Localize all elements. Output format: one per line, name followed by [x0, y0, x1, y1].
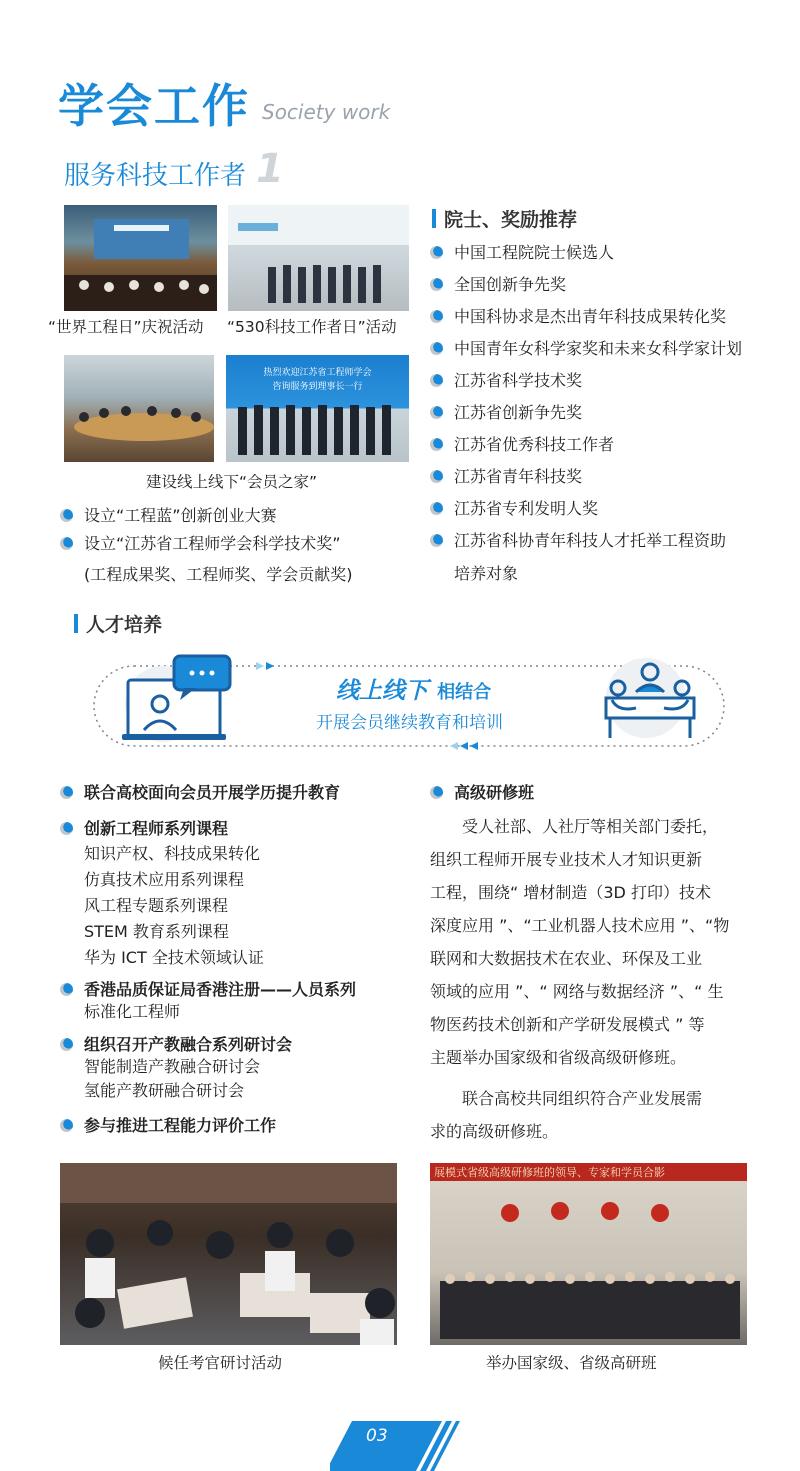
photo-banner-text-2: 咨询服务到理事长一行 [272, 382, 363, 392]
paragraph-line: 联网和大数据技术在农业、环保及工业 [430, 949, 703, 968]
paragraph-line: 主题举办国家级和省级高级研修班。 [430, 1048, 687, 1067]
list-item [60, 977, 420, 1024]
caption-seminar-group: 举办国家级、省级高研班 [486, 1354, 657, 1372]
bullet-dot-icon [430, 502, 443, 515]
list-item [430, 272, 742, 304]
training-banner [90, 660, 730, 752]
list-item [430, 368, 742, 400]
paragraph-line: 工程，围绕“ 增材制造（3D 打印）技术 [430, 883, 711, 902]
paragraph-line: 联合高校共同组织符合产业发展需 [430, 1089, 703, 1108]
list-item-text: 全国创新争先奖 [454, 275, 567, 294]
bullet-dot-icon [430, 374, 443, 387]
bullet-dot-icon [430, 342, 443, 355]
list-item [430, 464, 742, 496]
advanced-seminar-block [430, 780, 760, 1148]
list-item-title: 创新工程师系列课程 [84, 819, 229, 838]
list-item-title: 高级研修班 [454, 783, 535, 802]
bullet-dot-icon [60, 983, 73, 996]
list-item-text: 中国工程院院士候选人 [454, 243, 615, 262]
list-item-subtext: (工程成果奖、工程师奖、学会贡献奖) [84, 565, 353, 584]
photo-examiner-seminar [60, 1163, 397, 1345]
photo-scene [60, 1163, 397, 1345]
page-number: 03 [366, 1426, 388, 1446]
list-item-text: 江苏省专利发明人奖 [454, 499, 599, 518]
list-item-text: 设立“工程蓝”创新创业大赛 [84, 506, 277, 525]
photo-member-meeting [64, 355, 214, 462]
photo-scene [430, 1163, 747, 1345]
bullet-dot-icon [430, 406, 443, 419]
talent-left-list [60, 780, 420, 1136]
list-item-subtext: 智能制造产教融合研讨会 [84, 1057, 261, 1076]
bullet-dot-icon [430, 470, 443, 483]
online-class-icon [118, 652, 248, 742]
bullet-dot-icon [430, 310, 443, 323]
list-item [60, 1113, 420, 1136]
section-title-service: 服务科技工作者 [64, 161, 247, 191]
list-item-subtext: STEM 教育系列课程 [84, 922, 229, 941]
paragraph-line: 物医药技术创新和产学研发展模式 ” 等 [430, 1015, 705, 1034]
photo-530-day [228, 205, 409, 311]
bullet-dot-icon [430, 438, 443, 451]
banner-main-text: 线上线下 [336, 678, 428, 704]
page-title: 学会工作 [58, 79, 250, 133]
bullet-dot-icon [430, 246, 443, 259]
photo-scene [226, 355, 409, 462]
bullet-dot-icon [60, 822, 73, 835]
section-number: 1 [256, 146, 284, 192]
bullet-dot-icon [430, 534, 443, 547]
bullet-dot-icon [430, 786, 443, 799]
list-item [430, 528, 742, 584]
photo-banner-text: 热烈欢迎江苏省工程师学会 [263, 368, 372, 378]
talent-heading: 人才培养 [86, 610, 162, 637]
photo-member-home-group [226, 355, 409, 462]
list-item-subtext: 知识产权、科技成果转化 [84, 844, 261, 863]
bullet-dot-icon [60, 1038, 73, 1051]
list-item-subs [84, 1055, 420, 1103]
list-item [430, 432, 742, 464]
caption-530-day: “530科技工作者日”活动 [227, 318, 397, 336]
photo-scene [64, 205, 217, 311]
list-item-subtext: 风工程专题系列课程 [84, 896, 229, 915]
list-item [430, 780, 760, 810]
list-item [430, 400, 742, 432]
list-item [60, 531, 353, 585]
list-item [430, 240, 742, 272]
paragraph-line: 受人社部、人社厅等相关部门委托， [430, 817, 719, 836]
photo-seminar-group [430, 1163, 747, 1345]
banner-subtext: 开展会员继续教育和培训 [316, 713, 503, 733]
list-item-subtext: 氢能产教研融合研讨会 [84, 1081, 245, 1100]
innovation-list [60, 503, 353, 585]
list-item-subtext: 华为 ICT 全技术领域认证 [84, 948, 264, 967]
photo-world-engineering-day [64, 205, 217, 311]
paragraph-line: 组织工程师开展专业技术人才知识更新 [430, 850, 703, 869]
list-item-subtext: 标准化工程师 [84, 1002, 181, 1021]
list-item-text: 江苏省科学技术奖 [454, 371, 583, 390]
caption-member-home: 建设线上线下“会员之家” [146, 473, 318, 491]
list-item-title: 组织召开产教融合系列研讨会 [84, 1035, 293, 1054]
page-title-english: Society work [262, 100, 391, 124]
banner-headline [336, 672, 491, 705]
list-item-title: 香港品质保证局香港注册——人员系列 [84, 980, 357, 999]
caption-world-engineering-day: “世界工程日”庆祝活动 [48, 318, 204, 336]
list-item [430, 336, 742, 368]
bullet-dot-icon [60, 509, 73, 522]
list-item-subtext: 培养对象 [454, 564, 519, 583]
meeting-icon [596, 652, 706, 742]
list-item [430, 496, 742, 528]
photo-scene [64, 355, 214, 462]
list-item [430, 304, 742, 336]
list-item-text: 中国青年女科学家奖和未来女科学家计划 [454, 339, 743, 358]
list-item [60, 780, 420, 816]
paragraph-line: 求的高级研修班。 [430, 1122, 559, 1141]
photo-scene [228, 205, 409, 311]
list-item-text: 设立“江苏省工程师学会科学技术奖” [84, 534, 341, 553]
bullet-dot-icon [60, 1119, 73, 1132]
list-item-subtext: 仿真技术应用系列课程 [84, 870, 245, 889]
list-item [60, 816, 420, 971]
list-item [60, 1032, 420, 1103]
list-item-text: 江苏省科协青年科技人才托举工程资助 [454, 531, 727, 550]
list-item-subs [84, 841, 420, 971]
list-item [60, 503, 353, 531]
paragraph-line: 领域的应用 ”、“ 网络与数据经济 ”、“ 生 [430, 982, 724, 1001]
list-item-title: 联合高校面向会员开展学历提升教育 [84, 783, 341, 802]
banner-main-suffix: 相结合 [437, 682, 492, 703]
list-item-text: 江苏省创新争先奖 [454, 403, 583, 422]
bullet-dot-icon [60, 786, 73, 799]
awards-heading: 院士、奖励推荐 [444, 205, 577, 232]
list-item-text: 中国科协求是杰出青年科技成果转化奖 [454, 307, 727, 326]
list-item-text: 江苏省优秀科技工作者 [454, 435, 615, 454]
list-item-title: 参与推进工程能力评价工作 [84, 1116, 277, 1135]
caption-examiner-seminar: 候任考官研讨活动 [158, 1354, 283, 1372]
bullet-dot-icon [60, 537, 73, 550]
page-number-badge [330, 1421, 470, 1471]
paragraph-line: 深度应用 ”、“工业机器人技术应用 ”、“物 [430, 916, 730, 935]
photo-banner-text: 展模式省级高级研修班的领导、专家和学员合影 [434, 1166, 665, 1179]
awards-list [430, 240, 742, 584]
seminar-paragraph-1 [430, 810, 760, 1148]
bullet-dot-icon [430, 278, 443, 291]
list-item-text: 江苏省青年科技奖 [454, 467, 583, 486]
